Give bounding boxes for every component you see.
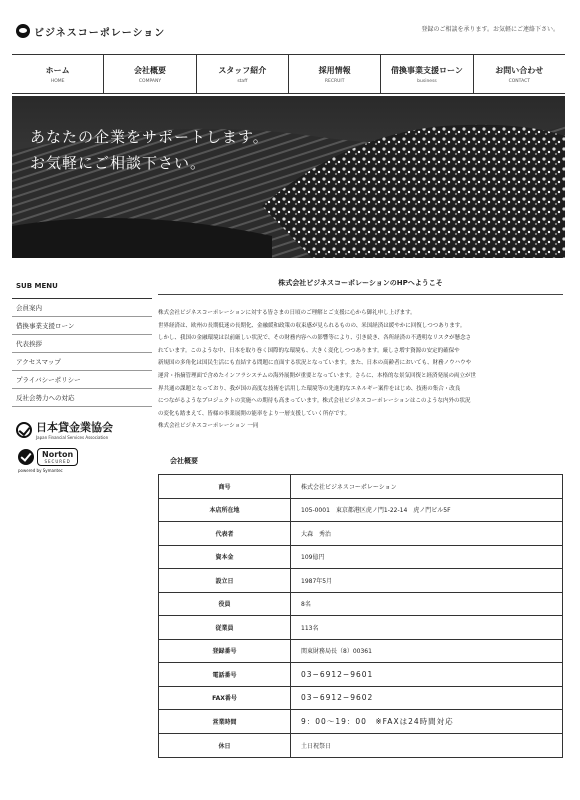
- intro-line: 界共通の課題となっており、我が国の高度な技術を活用した環境等の先進的なエネルギー案件をはじめ、技術の集合・改良: [158, 385, 461, 392]
- intro-text: [158, 307, 563, 429]
- row-value: 109億円: [301, 554, 325, 562]
- nav-sublabel: business: [417, 78, 437, 84]
- row-value: 1987年5月: [301, 577, 333, 585]
- row-label: 電話番号: [159, 663, 291, 686]
- nav-label: 会社概要: [133, 65, 166, 75]
- association-sub: Japan Financial Services Association: [36, 435, 109, 440]
- nav-sublabel: HOME: [50, 78, 65, 84]
- row-label: 本店所在地: [159, 499, 291, 522]
- row-value: 113名: [301, 624, 319, 632]
- sidebar: [12, 272, 152, 473]
- nav-staff[interactable]: [197, 55, 289, 93]
- row-value: 土日祝祭日: [301, 742, 332, 750]
- association-badge[interactable]: [12, 419, 152, 440]
- row-label: 代表者: [159, 522, 291, 545]
- row-label: 商号: [159, 475, 291, 498]
- nav-label: スタッフ紹介: [218, 65, 267, 75]
- nav-sublabel: COMPANY: [138, 78, 162, 84]
- intro-line: につながるようなプロジェクトの実施への期待も高まっています。株式会社ビジネスコーポレーションはこのような内外の状況: [158, 398, 471, 405]
- table-row: [159, 687, 562, 711]
- table-row: [159, 663, 562, 687]
- row-label: 休日: [159, 734, 291, 758]
- table-row: [159, 499, 562, 523]
- intro-line: れています。このような中、日本を取り巻く国際的な環境も、大きく変化しつつあります。厳しさ増す資源の安定的確保や: [158, 347, 460, 354]
- site-header: [12, 10, 565, 46]
- nav-label: お問い合わせ: [495, 65, 544, 75]
- welcome-heading: 株式会社ビジネスコーポレーションのHPへようこそ: [158, 278, 563, 295]
- row-label: 役員: [159, 593, 291, 616]
- norton-check-icon: [18, 449, 34, 465]
- company-profile-title: 会社概要: [170, 457, 198, 465]
- global-nav: [12, 54, 565, 94]
- site-logo-text[interactable]: ビジネスコーポレーション: [34, 28, 166, 39]
- nav-company[interactable]: [104, 55, 196, 93]
- table-row: [159, 616, 562, 640]
- row-value: 関東財務局長（8）00361: [301, 648, 372, 656]
- row-value: 105-0001 東京都港区虎ノ門1-22-14 虎ノ門ビル5F: [301, 507, 451, 515]
- header-note: 登録のご相談を承ります。お気軽にご連絡下さい。: [421, 26, 559, 33]
- table-row: [159, 734, 562, 758]
- page: [12, 10, 565, 792]
- intro-line: 世界経済は、欧州の長期低迷の長期化、金融緩和政策の収束感が見られるものの、米国経済は緩やかに回復しつつあります。: [158, 322, 466, 329]
- row-label: FAX番号: [159, 687, 291, 710]
- nav-recruit[interactable]: [289, 55, 381, 93]
- intro-line: の変化も踏まえて、皆様の事業展開の能率をより一層支援していく所存です。: [158, 410, 350, 417]
- row-value: 8名: [301, 601, 311, 609]
- nav-label: 借換事業支援ローン: [391, 65, 463, 75]
- intro-line: しかし、我国の金融環境は以前厳しい状況で、その財務内容への影響等により、引き続き、各所経済の不透明なリスクが懸念さ: [158, 335, 472, 342]
- company-profile-table: [158, 474, 563, 758]
- table-row: [159, 710, 562, 734]
- sidebar-item-member-guide[interactable]: 会員案内: [12, 299, 152, 317]
- row-label: 営業時間: [159, 710, 291, 733]
- row-value: 大森 秀治: [301, 530, 332, 538]
- row-value: 株式会社ビジネスコーポレーション: [301, 483, 397, 491]
- association-logo-icon: [16, 422, 32, 438]
- row-label: 従業員: [159, 616, 291, 639]
- sidebar-item-access-map[interactable]: アクセスマップ: [12, 353, 152, 371]
- sub-menu-title: SUB MENU: [12, 272, 152, 299]
- row-value: 03−6912−9602: [301, 693, 374, 703]
- table-row: [159, 546, 562, 570]
- row-value: 9：00〜19：00 ※FAXは24時間対応: [301, 716, 454, 726]
- main-content: [158, 272, 563, 750]
- hero-subheadline: お気軽にご相談下さい。: [30, 154, 207, 172]
- norton-powered-by: powered by Symantec: [18, 468, 63, 473]
- intro-line: 株式会社ビジネスコーポレーションに対する皆さまの日頃のご理解とご支援に心から御礼申し上げます。: [158, 310, 416, 316]
- intro-line: 新規国の多角化は国民生活にも直結する問題に直面する状況となっています。また、日本の高齢者においても、財務ノウハウや: [158, 360, 472, 367]
- table-row: [159, 640, 562, 664]
- nav-sublabel: RECRUIT: [324, 78, 345, 84]
- norton-name: Norton: [42, 450, 74, 459]
- nav-sublabel: CONTACT: [508, 78, 530, 84]
- hero-landscape-image: [12, 96, 565, 258]
- sidebar-item-business-loan[interactable]: 借換事業支援ローン: [12, 317, 152, 335]
- table-row: [159, 475, 562, 499]
- nav-home[interactable]: [12, 55, 104, 93]
- sidebar-item-antisocial[interactable]: 反社会勢力への対応: [12, 389, 152, 407]
- nav-business-loan[interactable]: [381, 55, 473, 93]
- nav-contact[interactable]: [474, 55, 565, 93]
- logo-icon[interactable]: [16, 24, 30, 38]
- hero-banner: [12, 96, 565, 258]
- row-label: 登録番号: [159, 640, 291, 663]
- nav-sublabel: staff: [237, 78, 248, 84]
- row-label: 設立日: [159, 569, 291, 592]
- sidebar-item-greeting[interactable]: 代表挨拶: [12, 335, 152, 353]
- norton-badge[interactable]: [18, 448, 84, 473]
- norton-secured: SECURED: [44, 459, 71, 464]
- table-row: [159, 569, 562, 593]
- row-label: 資本金: [159, 546, 291, 569]
- intro-line: 運営・指摘管理面で含めたインフラシステムの海外展開が重要となっています。さらに、本格的な景気回復と経済発展の両立が世: [158, 372, 477, 379]
- row-value: 03−6912−9601: [301, 669, 374, 679]
- intro-signature: 株式会社ビジネスコーポレーション 一同: [158, 423, 259, 430]
- table-row: [159, 522, 562, 546]
- association-name: 日本貸金業協会: [36, 421, 113, 434]
- nav-label: ホーム: [45, 65, 70, 75]
- sidebar-item-privacy[interactable]: プライバシーポリシー: [12, 371, 152, 389]
- table-row: [159, 593, 562, 617]
- hero-headline: あなたの企業をサポートします。: [30, 128, 269, 146]
- nav-label: 採用情報: [318, 65, 351, 75]
